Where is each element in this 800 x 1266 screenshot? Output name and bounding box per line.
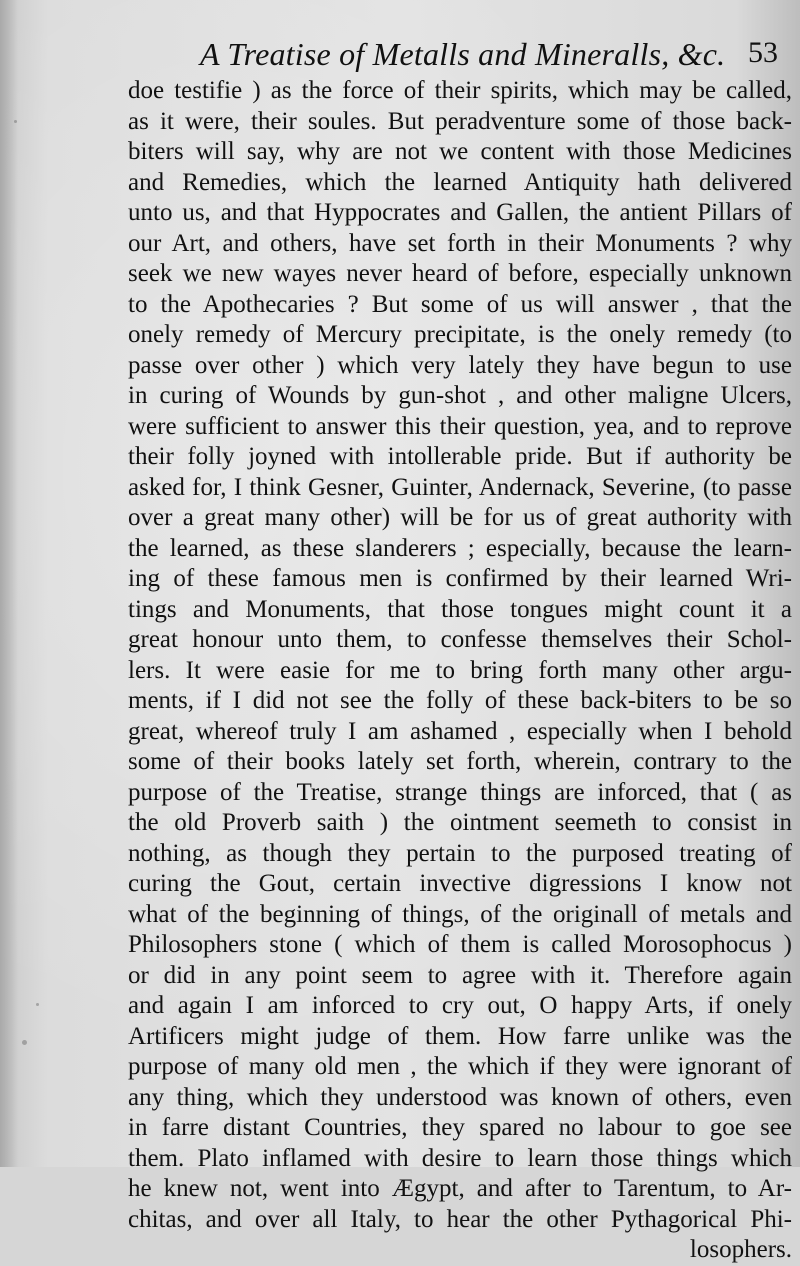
text-line: onely remedy of Mercury precipitate, is the onely remedy (to [128,321,792,348]
text-line: some of their books lately set forth, wherein, contrary to the [128,748,792,775]
text-line: Philosophers stone ( which of them is called Morosophocus ) [128,931,792,958]
text-line: nothing, as though they pertain to the purposed treating of [128,839,792,867]
text-line: the learned, as these slanderers ; especially, because the learn- [128,534,792,562]
body-text [128,76,792,1266]
text-line-final: losophers. [689,1236,792,1263]
text-line: in farre distant Countries, they spared no labour to goe see [128,1114,792,1141]
page-number: 53 [748,36,778,69]
running-title: A Treatise of Metalls and Mineralls, &c. [200,36,726,72]
text-line: great, whereof truly I am ashamed , especially when I behold [128,717,792,745]
page-edge-shadow [0,0,18,1167]
text-line: or did in any point seem to agree with it. Therefore again [128,961,792,989]
text-line: he knew not, went into Ægypt, and after to Tarentum, to Ar- [128,1175,792,1202]
text-line: as it were, their soules. But peradventure some of those back- [128,107,792,135]
text-line: over a great many other) will be for us of great authority with [128,504,792,531]
text-line: ments, if I did not see the folly of these back-biters to be so [128,687,792,714]
text-line: doe testifie ) as the force of their spirits, which may be called, [128,77,792,104]
text-line: and Remedies, which the learned Antiquity hath delivered [128,168,792,196]
text-line: any thing, which they understood was known of others, even [128,1083,792,1111]
text-line: the old Proverb saith ) the ointment seemeth to consist in [128,809,792,836]
text-line: purpose of the Treatise, strange things are inforced, that ( as [128,778,792,806]
text-line: unto us, and that Hyppocrates and Gallen, the antient Pillars of [128,199,792,226]
text-line: curing the Gout, certain invective digressions I know not [128,870,792,897]
text-line: great honour unto them, to confesse themselves their Schol- [128,626,792,653]
text-line: in curing of Wounds by gun-shot , and other maligne Ulcers, [128,382,792,409]
text-line: passe over other ) which very lately they have begun to use [128,351,792,379]
text-line: tings and Monuments, that those tongues might count it a [128,595,792,623]
text-line: them. Plato inflamed with desire to learn those things which [128,1144,792,1172]
text-line: to the Apothecaries ? But some of us will answer , that the [128,290,792,318]
paper-speck [22,1040,27,1045]
page-header [190,30,778,82]
text-line: biters will say, why are not we content with those Medicines [128,138,792,165]
text-line: purpose of many old men , the which if they were ignorant of [128,1053,792,1080]
text-line: seek we new wayes never heard of before, especially unknown [128,260,792,287]
text-line: lers. It were easie for me to bring forth many other argu- [128,656,792,684]
text-line: our Art, and others, have set forth in their Monuments ? why [128,229,792,257]
paper-speck [36,1003,39,1006]
text-line: Artificers might judge of them. How farre unlike was the [128,1022,792,1050]
text-line: and again I am inforced to cry out, O happy Arts, if onely [128,992,792,1019]
text-line: what of the beginning of things, of the originall of metals and [128,900,792,928]
text-line: asked for, I think Gesner, Guinter, Andernack, Severine, (to passe [128,473,792,501]
text-line: chitas, and over all Italy, to hear the other Pythagorical Phi- [128,1205,792,1233]
paper-speck [14,120,17,123]
text-line: were sufficient to answer this their question, yea, and to reprove [128,412,792,440]
text-line: ing of these famous men is confirmed by their learned Wri- [128,565,792,592]
text-line: their folly joyned with intollerable pride. But if authority be [128,443,792,470]
